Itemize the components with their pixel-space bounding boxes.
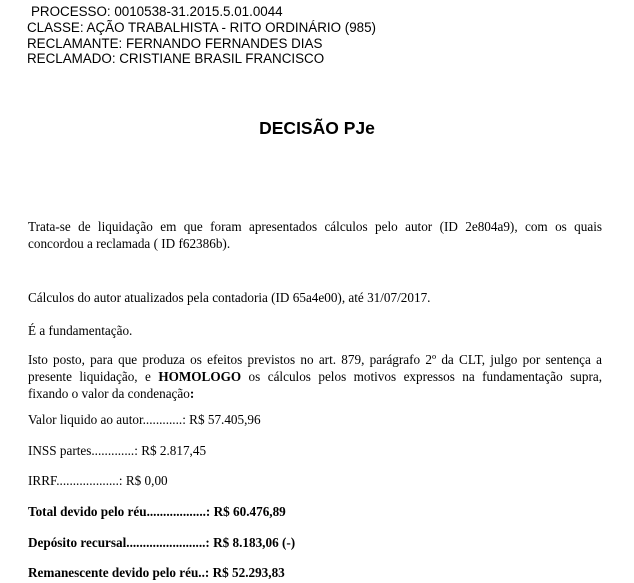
paragraph-decision-line-3 — [28, 386, 602, 403]
inss-line: INSS partes.............: R$ 2.817,45 — [28, 443, 207, 458]
remaining-due-line: Remanescente devido pelo réu..: R$ 52.293,83 — [28, 565, 285, 580]
paragraph-decision-line-1: Isto posto, para que produza os efeitos previstos no art. 879, parágrafo 2º da CLT, julgo por sentença a — [28, 352, 602, 367]
document-title: DECISÃO PJe — [259, 118, 375, 138]
homologo-keyword: HOMOLOGO — [158, 368, 242, 384]
paragraph-liquidation — [28, 219, 602, 253]
plaintiff: RECLAMANTE: FERNANDO FERNANDES DIAS — [27, 35, 323, 51]
case-class: CLASSE: AÇÃO TRABALHISTA - RITO ORDINÁRIO (985) — [27, 19, 376, 35]
case-number: PROCESSO: 0010538-31.2015.5.01.0044 — [31, 4, 283, 19]
decision-text-after: os cálculos pelos motivos expressos na fundamentação supra, — [241, 368, 603, 384]
appeal-deposit-line: Depósito recursal........................: R$ 8.183,06 (-) — [28, 535, 296, 550]
decision-text-before: presente liquidação, e — [28, 368, 159, 384]
irrf-line: IRRF...................: R$ 0,00 — [28, 473, 168, 488]
case-header — [27, 4, 376, 67]
decision-colon: : — [189, 385, 195, 401]
paragraph-decision — [28, 352, 602, 402]
paragraph-liquidation-line-1: Trata-se de liquidação em que foram apresentados cálculos pelo autor (ID 2e804a9), com os quais — [28, 219, 602, 234]
decision-fixing-text: fixando o valor da condenação — [28, 385, 190, 401]
total-due-line: Total devido pelo réu..................: R$ 60.476,89 — [28, 504, 286, 519]
paragraph-calculations: Cálculos do autor atualizados pela contadoria (ID 65a4e00), até 31/07/2017. — [28, 290, 431, 305]
paragraph-liquidation-line-2: concordou a reclamada ( ID f62386b). — [28, 235, 231, 251]
paragraph-decision-line-2 — [28, 369, 602, 386]
net-value-line: Valor liquido ao autor............: R$ 57.405,96 — [28, 412, 261, 427]
defendant: RECLAMADO: CRISTIANE BRASIL FRANCISCO — [27, 51, 325, 67]
paragraph-fundamentation: É a fundamentação. — [28, 323, 133, 338]
